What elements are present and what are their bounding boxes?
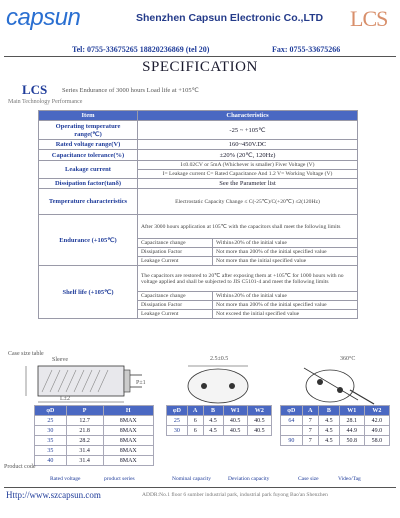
spec-item: Capacitance tolerance(%) [39, 150, 138, 161]
product-code-label: Product code [4, 464, 36, 470]
spec-item: Leakage current [39, 161, 138, 179]
sleeve-label: Sleeve [52, 357, 68, 363]
dim-cell: 49.0 [364, 426, 389, 436]
spec-value: See the Parameter list [138, 179, 358, 189]
angle-label: 360°C [340, 356, 356, 362]
dim-cell: 8MAX [103, 426, 154, 436]
dim-cell: 7 [302, 416, 318, 426]
dim-header: φD [167, 406, 188, 416]
sub-item: Leakage Current [138, 257, 213, 266]
dim-cell: 31.4 [66, 446, 103, 456]
case-size-label: Case size table [8, 351, 44, 357]
dim-cell: 6 [187, 426, 203, 436]
sub-value: Not more than the initial specified value [213, 257, 358, 266]
capacitor-angle-figure [290, 360, 380, 410]
dim-header: P [66, 406, 103, 416]
dim-cell: 58.0 [364, 436, 389, 446]
sub-value: Not more than 200% of the initial specified value [213, 301, 358, 310]
code-field: Deviation capacity [228, 476, 270, 482]
spec-item: Temperature characteristics [39, 189, 138, 215]
dimension-table-3 [280, 405, 390, 446]
code-field: Case size [298, 476, 319, 482]
spec-item: Operating temperature range(℃) [39, 121, 138, 140]
dim-cell: 64 [281, 416, 303, 426]
series-name: LCS [22, 82, 48, 97]
table-row [281, 426, 390, 436]
spec-item: Rated voltage range(V) [39, 140, 138, 150]
section-heading: Main Technology Performance [8, 99, 83, 105]
page-title: SPECIFICATION [142, 59, 258, 75]
dim-cell: 8MAX [103, 456, 154, 466]
fax-number: Fax: 0755-33675266 [272, 45, 341, 54]
dim-cell: 4.5 [203, 426, 223, 436]
company-logo: capsun [6, 4, 81, 31]
header-divider [4, 56, 396, 57]
series-logo: LCS [350, 6, 388, 31]
spec-value: I≤0.02CV or 5mA (Whichever is smaller) Fiver Voltage (V) [138, 161, 358, 170]
dim-cell: 42.0 [364, 416, 389, 426]
spec-value: I= Leakage current C= Rated Capacitance And 1.2 V= Working Voltage (V) [138, 170, 358, 179]
dim-header: W2 [364, 406, 389, 416]
footer-divider [4, 487, 396, 488]
table-row [35, 456, 154, 466]
dim-cell: 8MAX [103, 436, 154, 446]
dim-cell: 4.5 [318, 436, 339, 446]
dim-header: H [103, 406, 154, 416]
dim-cell: 35 [35, 436, 67, 446]
dim-cell: 30 [167, 426, 188, 436]
series-description: Series Endurance of 3000 hours Load life at +105℃ [62, 87, 199, 94]
dim-cell: 40.5 [247, 416, 271, 426]
company-name: Shenzhen Capsun Electronic Co.,LTD [136, 12, 324, 24]
sub-item: Dissipation Factor [138, 248, 213, 257]
address-note: ADDR:No.1 floor 6 sumber industrial park, industrial park fuyong Bao'an Shenzhen [142, 492, 328, 498]
dim-cell: 8MAX [103, 446, 154, 456]
table-row [281, 436, 390, 446]
table-row [35, 426, 154, 436]
table-row [281, 416, 390, 426]
website-link[interactable]: Http://www.szcapsun.com [6, 490, 101, 500]
dim-header: A [187, 406, 203, 416]
top-dimension-label: 2.5±0.5 [210, 356, 229, 362]
dim-cell: 7 [302, 436, 318, 446]
spec-value: Electrostatic Capacity Change ≤ C(-25℃)/C(+20℃) ≤2(120Hz) [138, 189, 358, 215]
telephone: Tel: 0755-33675265 18820236869 (tel 20) [72, 45, 210, 54]
spec-value: The capacitors are restored to 20℃ after exposing them at +105℃ for 1000 hours with no voltage applied and shall be subjected to JIS C5101-4 and meet the following limits [138, 266, 358, 292]
table-row [35, 416, 154, 426]
dimension-table-1 [34, 405, 154, 466]
sub-value: Within±20% of the initial value [213, 292, 358, 301]
specification-table [38, 110, 358, 319]
sub-item: Capacitance change [138, 239, 213, 248]
dim-header: φD [281, 406, 303, 416]
dim-header: A [302, 406, 318, 416]
dim-cell: 90 [281, 436, 303, 446]
dim-cell: 30 [35, 426, 67, 436]
spec-value: ±20% (20℃, 120Hz) [138, 150, 358, 161]
dim-cell: 4.5 [318, 416, 339, 426]
dim-cell [281, 426, 303, 436]
spec-value: -25 ~ +105℃ [138, 121, 358, 140]
header-characteristics: Characteristics [138, 111, 358, 121]
sub-value: Not more than 200% of the initial specified value [213, 248, 358, 257]
dimension-table-2 [166, 405, 272, 436]
code-field: Nominal capacity [172, 476, 211, 482]
dim-header: W2 [247, 406, 271, 416]
dim-cell: 25 [167, 416, 188, 426]
dim-header: W1 [223, 406, 247, 416]
table-row [167, 416, 272, 426]
dim-cell: 28.2 [66, 436, 103, 446]
sub-value: Within±20% of the initial value [213, 239, 358, 248]
dim-cell: 35 [35, 446, 67, 456]
table-row [35, 446, 154, 456]
dim-cell: 40.5 [223, 416, 247, 426]
spec-value: After 3000 hours application at 105℃ with the capacitors shall meet the following limits [138, 215, 358, 239]
table-row [167, 426, 272, 436]
spec-item: Endurance (+105℃) [39, 215, 138, 266]
dim-cell: 40 [35, 456, 67, 466]
spec-item: Shelf life (+105℃) [39, 266, 138, 319]
dim-cell: 7 [302, 426, 318, 436]
sub-item: Capacitance change [138, 292, 213, 301]
dim-cell: 50.8 [339, 436, 364, 446]
header-item: Item [39, 111, 138, 121]
dim-cell: 28.1 [339, 416, 364, 426]
sub-item: Leakage Current [138, 310, 213, 319]
dim-cell: 4.5 [318, 426, 339, 436]
dim-cell: 12.7 [66, 416, 103, 426]
capacitor-top-figure [178, 362, 258, 410]
code-field: Video/Tag [338, 476, 361, 482]
table-row [35, 436, 154, 446]
sub-item: Dissipation Factor [138, 301, 213, 310]
code-field: Rated voltage [50, 476, 81, 482]
dim-cell: 25 [35, 416, 67, 426]
dim-header: φD [35, 406, 67, 416]
dim-cell: 31.4 [66, 456, 103, 466]
dim-header: B [318, 406, 339, 416]
dim-header: B [203, 406, 223, 416]
pin-pitch-label: P±1 [136, 380, 146, 386]
dim-cell: 44.9 [339, 426, 364, 436]
dim-cell: 6 [187, 416, 203, 426]
dim-cell: 4.5 [203, 416, 223, 426]
spec-value: 160~450V.DC [138, 140, 358, 150]
dim-cell: 40.5 [247, 426, 271, 436]
length-label: L±2 [60, 396, 70, 402]
dim-header: W1 [339, 406, 364, 416]
spec-item: Dissipation factor(tanδ) [39, 179, 138, 189]
dim-cell: 8MAX [103, 416, 154, 426]
dim-cell: 21.8 [66, 426, 103, 436]
sub-value: Not exceed the initial specified value [213, 310, 358, 319]
code-field: product series [104, 476, 135, 482]
dim-cell: 40.5 [223, 426, 247, 436]
